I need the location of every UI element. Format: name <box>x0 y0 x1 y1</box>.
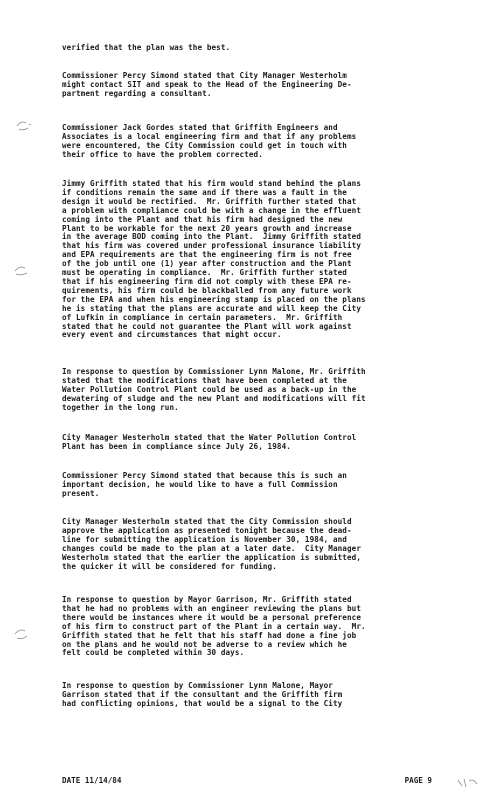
paragraph-4: Jimmy Griffith stated that his firm would stand behind the plans if conditions remain the same and if there was a fault in the design it would be rectified. Mr. Griffith further stated that a problem with compliance could be with a change in the effluent coming into the Plant and that his firm had designed the new Plant to be workable for the next 20 years growth and increase in the average BOD coming into the Plant. Jimmy Griffith stated that his firm was covered under professional insurance liability and EPA requirements are that the engineering firm is not free of the job until one (1) year after construction and the Plant must be operating in compliance. Mr. Griffith further stated that if his engineering firm did not comply with these EPA re- quirements, his firm could be blackballed from any future work for the EPA and when his engineering stamp is placed on the plans he is stating that the plans are accurate and will keep the City of Lufkin in compliance in certain parameters. Mr. Griffith stated that he could not guarantee the Plant will work against every event and circumstances that might occur. <box>62 179 366 340</box>
paragraph-10: In response to question by Commissioner Lynn Malone, Mayor Garrison stated that if the consultant and the Griffith firm had conflicting opinions, that would be a signal to the City <box>62 681 343 708</box>
page-footer <box>62 776 432 785</box>
paragraph-7: Commissioner Percy Simond stated that because this is such an important decision, he would like to have a full Commission present. <box>62 471 347 498</box>
scan-mark-icon <box>12 626 32 642</box>
paragraph-3: Commissioner Jack Gordes stated that Griffith Engineers and Associates is a local engineering firm and that if any problems were encountered, the City Commission could get in touch with their office to have the problem corrected. <box>62 123 357 159</box>
scan-mark-icon <box>14 118 34 134</box>
scan-mark-icon <box>456 776 480 790</box>
paragraph-1: verified that the plan was the best. <box>62 43 231 52</box>
scan-mark-icon <box>12 262 32 278</box>
footer-page-number: PAGE 9 <box>404 776 432 785</box>
paragraph-9: In response to question by Mayor Garrison, Mr. Griffith stated that he had no problems with an engineer reviewing the plans but there would be instances where it would be a personal preference of his firm to construct part of the Plant in a certain way. Mr. Griffith stated that he felt that his staff had done a fine job on the plans and he would not be adverse to a review which he felt could be completed within 30 days. <box>62 595 366 658</box>
paragraph-5: In response to question by Commissioner Lynn Malone, Mr. Griffith stated that the modifications that have been completed at the Water Pollution Control Plant could be used as a back-up in the dewatering of sludge and the new Plant and modifications will fit together in the long run. <box>62 367 366 412</box>
paragraph-8: City Manager Westerholm stated that the City Commission should approve the application as presented tonight because the dead- line for submitting the application is November 30, 1984, and changes could be made to the plan at a later date. City Manager Westerholm stated that the earlier the application is submitted, the quicker it will be considered for funding. <box>62 517 361 571</box>
footer-date: DATE 11/14/84 <box>62 776 122 785</box>
paragraph-6: City Manager Westerholm stated that the Water Pollution Control Plant has been in compliance since July 26, 1984. <box>62 433 357 451</box>
paragraph-2: Commissioner Percy Simond stated that City Manager Westerholm might contact SIT and speak to the Head of the Engineering De- partment regarding a consultant. <box>62 71 352 98</box>
